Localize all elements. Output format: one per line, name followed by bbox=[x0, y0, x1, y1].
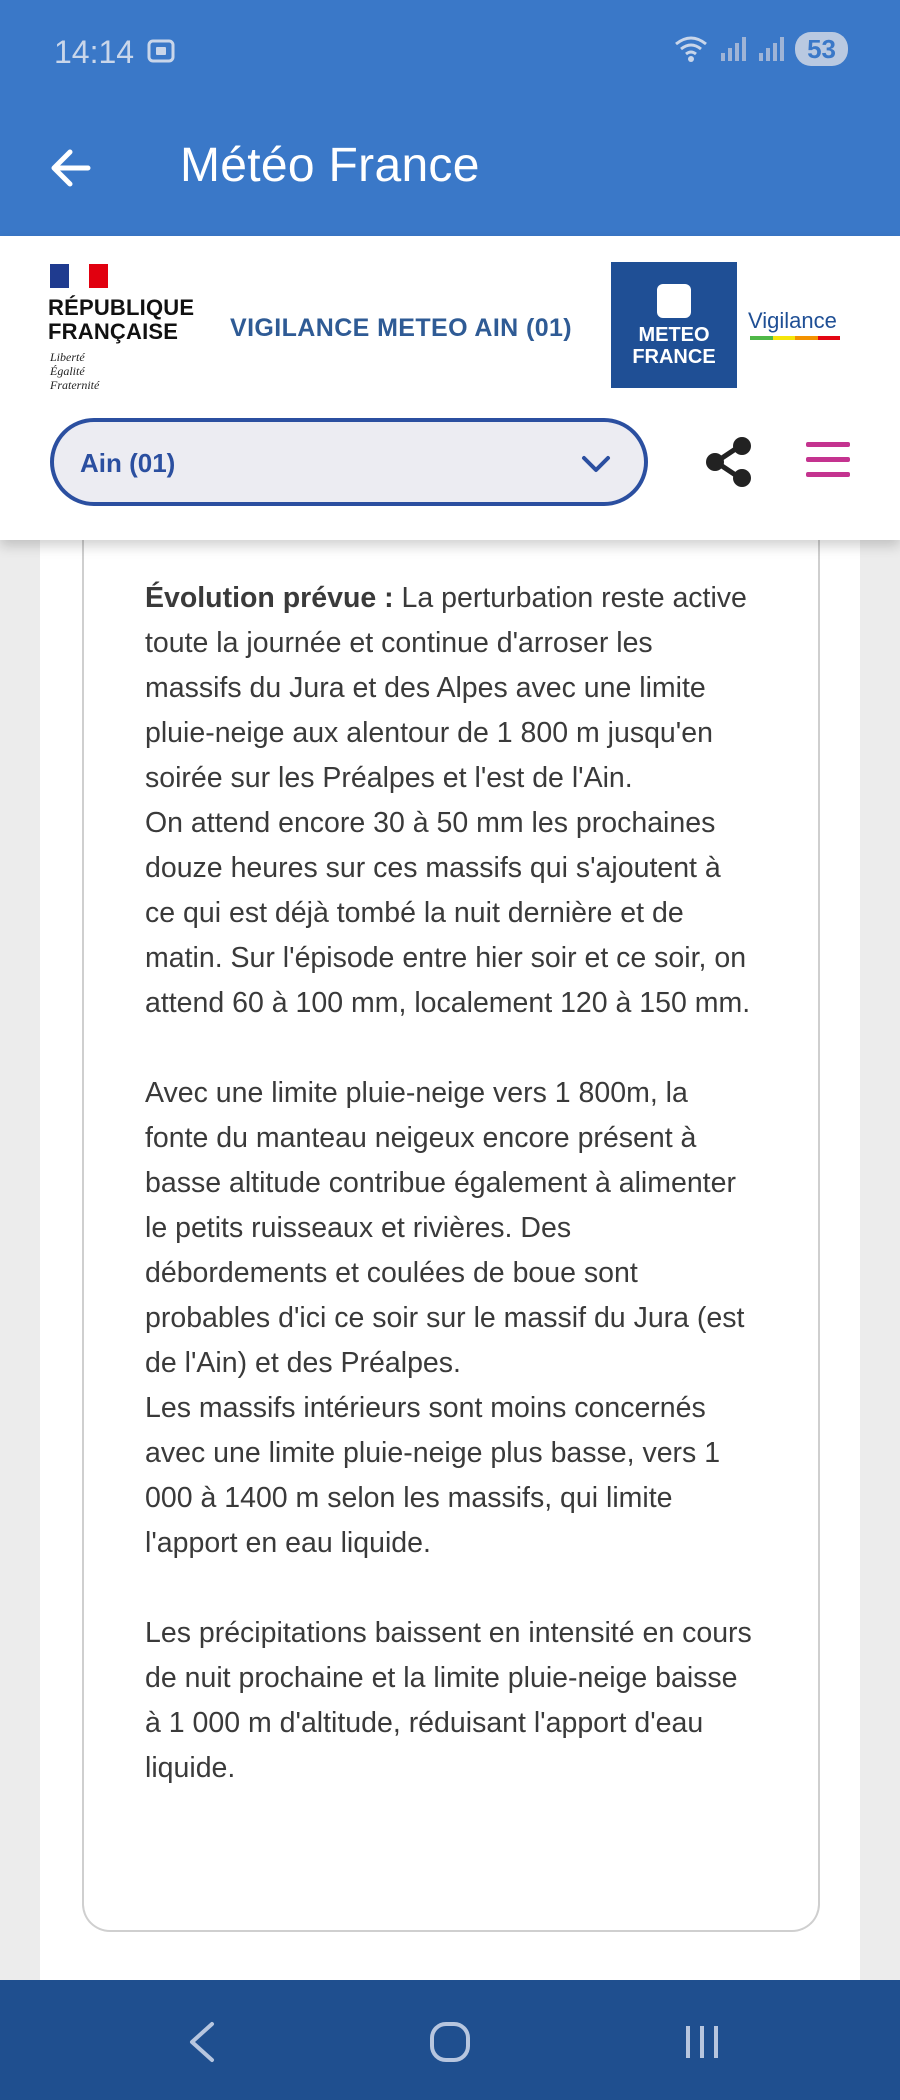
department-select-value: Ain (01) bbox=[80, 448, 176, 478]
meteo-drop-icon bbox=[657, 284, 691, 318]
nav-home-icon[interactable] bbox=[428, 2020, 472, 2064]
hamburger-menu-icon[interactable] bbox=[806, 442, 850, 482]
status-time: 14:14 bbox=[54, 34, 135, 70]
wifi-icon bbox=[673, 34, 709, 64]
paragraph-rainfall: On attend encore 30 à 50 mm les prochaines douze heures sur ces massifs qui s'ajoutent à ce qui est déjà tombé la nuit dernière et de matin. Sur l'épisode entre hier soir et ce soir, on attend 60 à 100 mm, localement 120 à 150 mm. bbox=[145, 807, 751, 1019]
evolution-heading: Évolution prévue : bbox=[145, 582, 394, 614]
paragraph-evolution: Évolution prévue : La perturbation reste active toute la journée et continue d'arroser les massifs du Jura et des Alpes avec une limite pluie-neige aux alentour de 1 800 m jusqu'en soirée sur les Préalpes et l'est de l'Ain. bbox=[145, 582, 747, 794]
app-title: Météo France bbox=[180, 139, 480, 192]
republique-name: RÉPUBLIQUE FRANÇAISE bbox=[48, 295, 195, 344]
republique-motto: Liberté Égalité Fraternité bbox=[50, 350, 100, 392]
meteo-logo-text: METEO FRANCE bbox=[632, 324, 716, 368]
paragraph-snowmelt: Avec une limite pluie-neige vers 1 800m, la fonte du manteau neigeux encore présent à basse altitude contribue également à alimenter le petits ruisseaux et rivières. Des débordements et coulées de boue sont probables d'ici ce soir sur le massif du Jura (est de l'Ain) et des Préalpes. bbox=[145, 1077, 745, 1379]
paragraph-inner-massifs: Les massifs intérieurs sont moins concernés avec une limite pluie-neige plus basse, vers 1 000 à 1400 m selon les massifs, qui limite l'apport en eau liquide. bbox=[145, 1392, 721, 1559]
app-bar bbox=[0, 100, 900, 236]
republique-francaise-logo bbox=[48, 264, 198, 404]
french-flag-icon bbox=[50, 264, 108, 288]
nav-recents-icon[interactable] bbox=[680, 2022, 724, 2062]
signal-icon bbox=[757, 35, 785, 63]
vigilance-brand: Vigilance bbox=[748, 308, 837, 333]
share-icon[interactable] bbox=[702, 434, 758, 490]
battery-icon: 53 bbox=[795, 32, 848, 66]
vigilance-title: VIGILANCE METEO AIN (01) bbox=[230, 314, 573, 342]
system-nav-bar bbox=[0, 1980, 900, 2100]
department-select[interactable] bbox=[50, 418, 648, 506]
photo-icon bbox=[146, 36, 176, 66]
meteo-france-logo bbox=[611, 262, 737, 388]
status-bar bbox=[0, 0, 900, 100]
paragraph-decrease: Les précipitations baissent en intensité en cours de nuit prochaine et la limite pluie-neige baisse à 1 000 m d'altitude, réduisant l'apport d'eau liquide. bbox=[145, 1617, 752, 1784]
vigilance-color-bar bbox=[750, 336, 840, 340]
signal-icon bbox=[719, 35, 747, 63]
nav-back-icon[interactable] bbox=[182, 2020, 222, 2064]
bulletin-text bbox=[145, 576, 755, 1791]
back-arrow-icon[interactable] bbox=[44, 140, 100, 196]
chevron-down-icon bbox=[580, 448, 612, 480]
vigilance-header bbox=[0, 236, 900, 540]
status-icons bbox=[673, 32, 848, 66]
